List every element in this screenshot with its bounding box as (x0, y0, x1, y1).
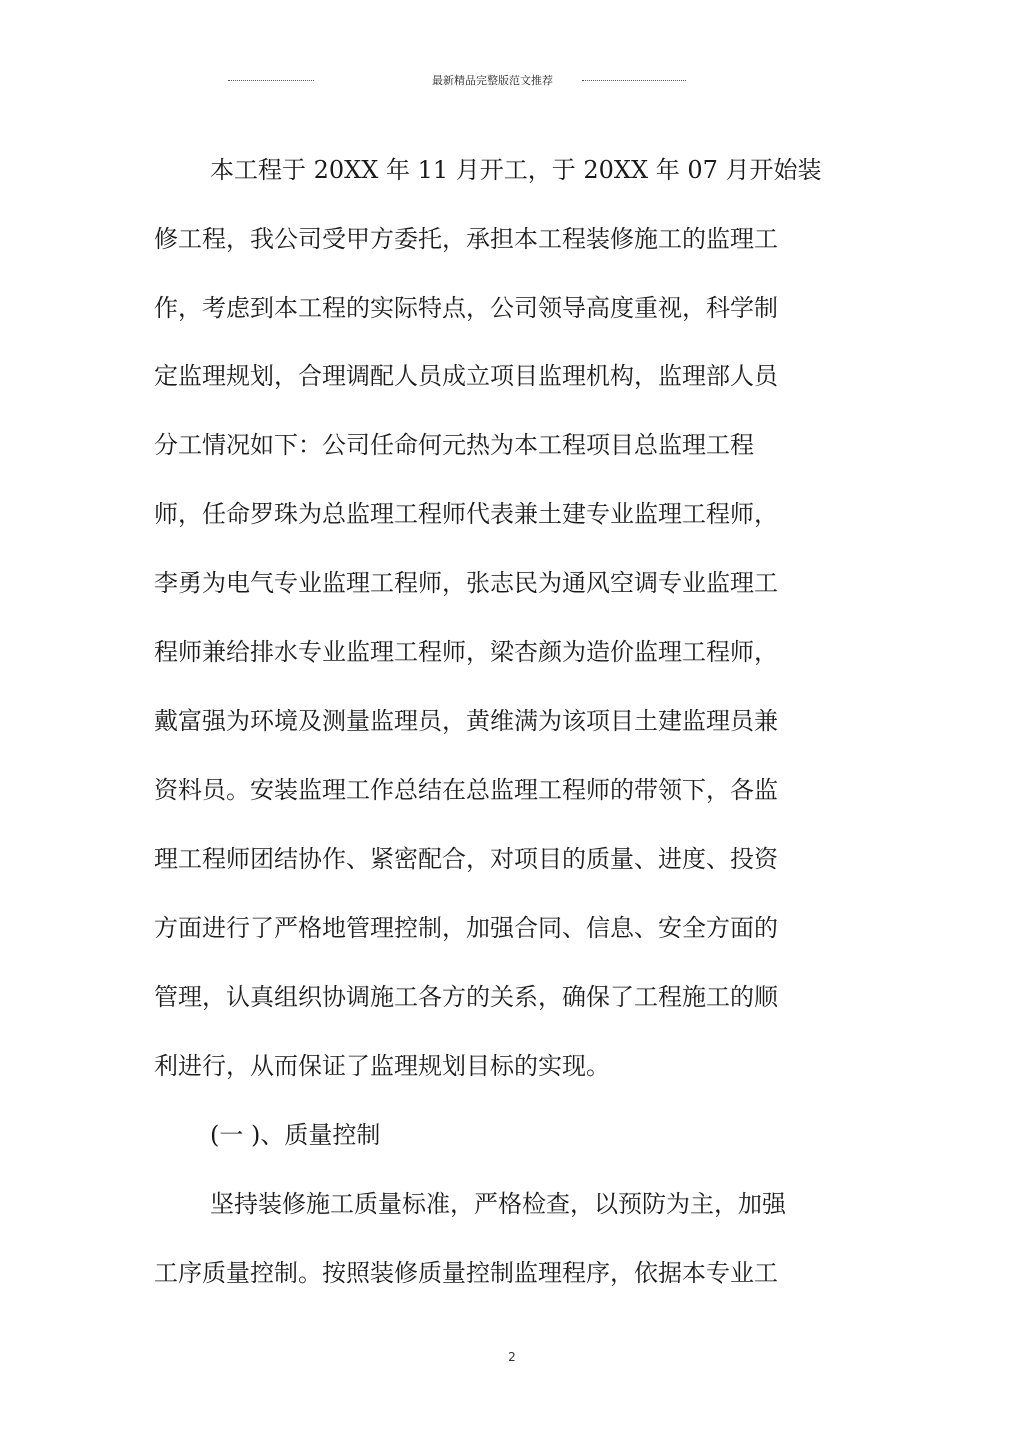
text-line: 李勇为电气专业监理工程师，张志民为通风空调专业监理工 (154, 569, 778, 597)
header-dotted-rule-right (582, 80, 686, 81)
text-line: 坚持装修施工质量标准，严格检查，以预防为主，加强 (210, 1190, 786, 1218)
text-line: 修工程，我公司受甲方委托，承担本工程装修施工的监理工 (154, 225, 778, 253)
text-line: 戴富强为环境及测量监理员，黄维满为该项目土建监理员兼 (154, 707, 778, 735)
text-line: 师，任命罗珠为总监理工程师代表兼土建专业监理工程师， (154, 500, 778, 528)
text-line: 作，考虑到本工程的实际特点，公司领导高度重视，科学制 (154, 294, 778, 322)
text-line: 方面进行了严格地管理控制，加强合同、信息、安全方面的 (154, 914, 778, 942)
page-number: 2 (508, 1350, 516, 1364)
page-header (0, 70, 1024, 90)
text-line: 利进行，从而保证了监理规划目标的实现。 (154, 1052, 610, 1080)
section-heading: (一 )、质量控制 (210, 1121, 381, 1149)
header-title: 最新精品完整版范文推荐 (432, 74, 553, 87)
text-line: 程师兼给排水专业监理工程师，梁杏颜为造价监理工程师， (154, 638, 778, 666)
text-line: 本工程于 20XX 年 11 月开工，于 20XX 年 07 月开始装 (210, 156, 822, 184)
text-line: 资料员。安装监理工作总结在总监理工程师的带领下，各监 (154, 776, 778, 804)
header-dotted-rule-left (228, 80, 314, 81)
text-line: 工序质量控制。按照装修质量控制监理程序，依据本专业工 (154, 1259, 778, 1287)
text-line: 管理，认真组织协调施工各方的关系，确保了工程施工的顺 (154, 983, 778, 1011)
text-line: 定监理规划，合理调配人员成立项目监理机构，监理部人员 (154, 362, 778, 390)
text-line: 理工程师团结协作、紧密配合，对项目的质量、进度、投资 (154, 845, 778, 873)
text-line: 分工情况如下：公司任命何元热为本工程项目总监理工程 (154, 431, 754, 459)
